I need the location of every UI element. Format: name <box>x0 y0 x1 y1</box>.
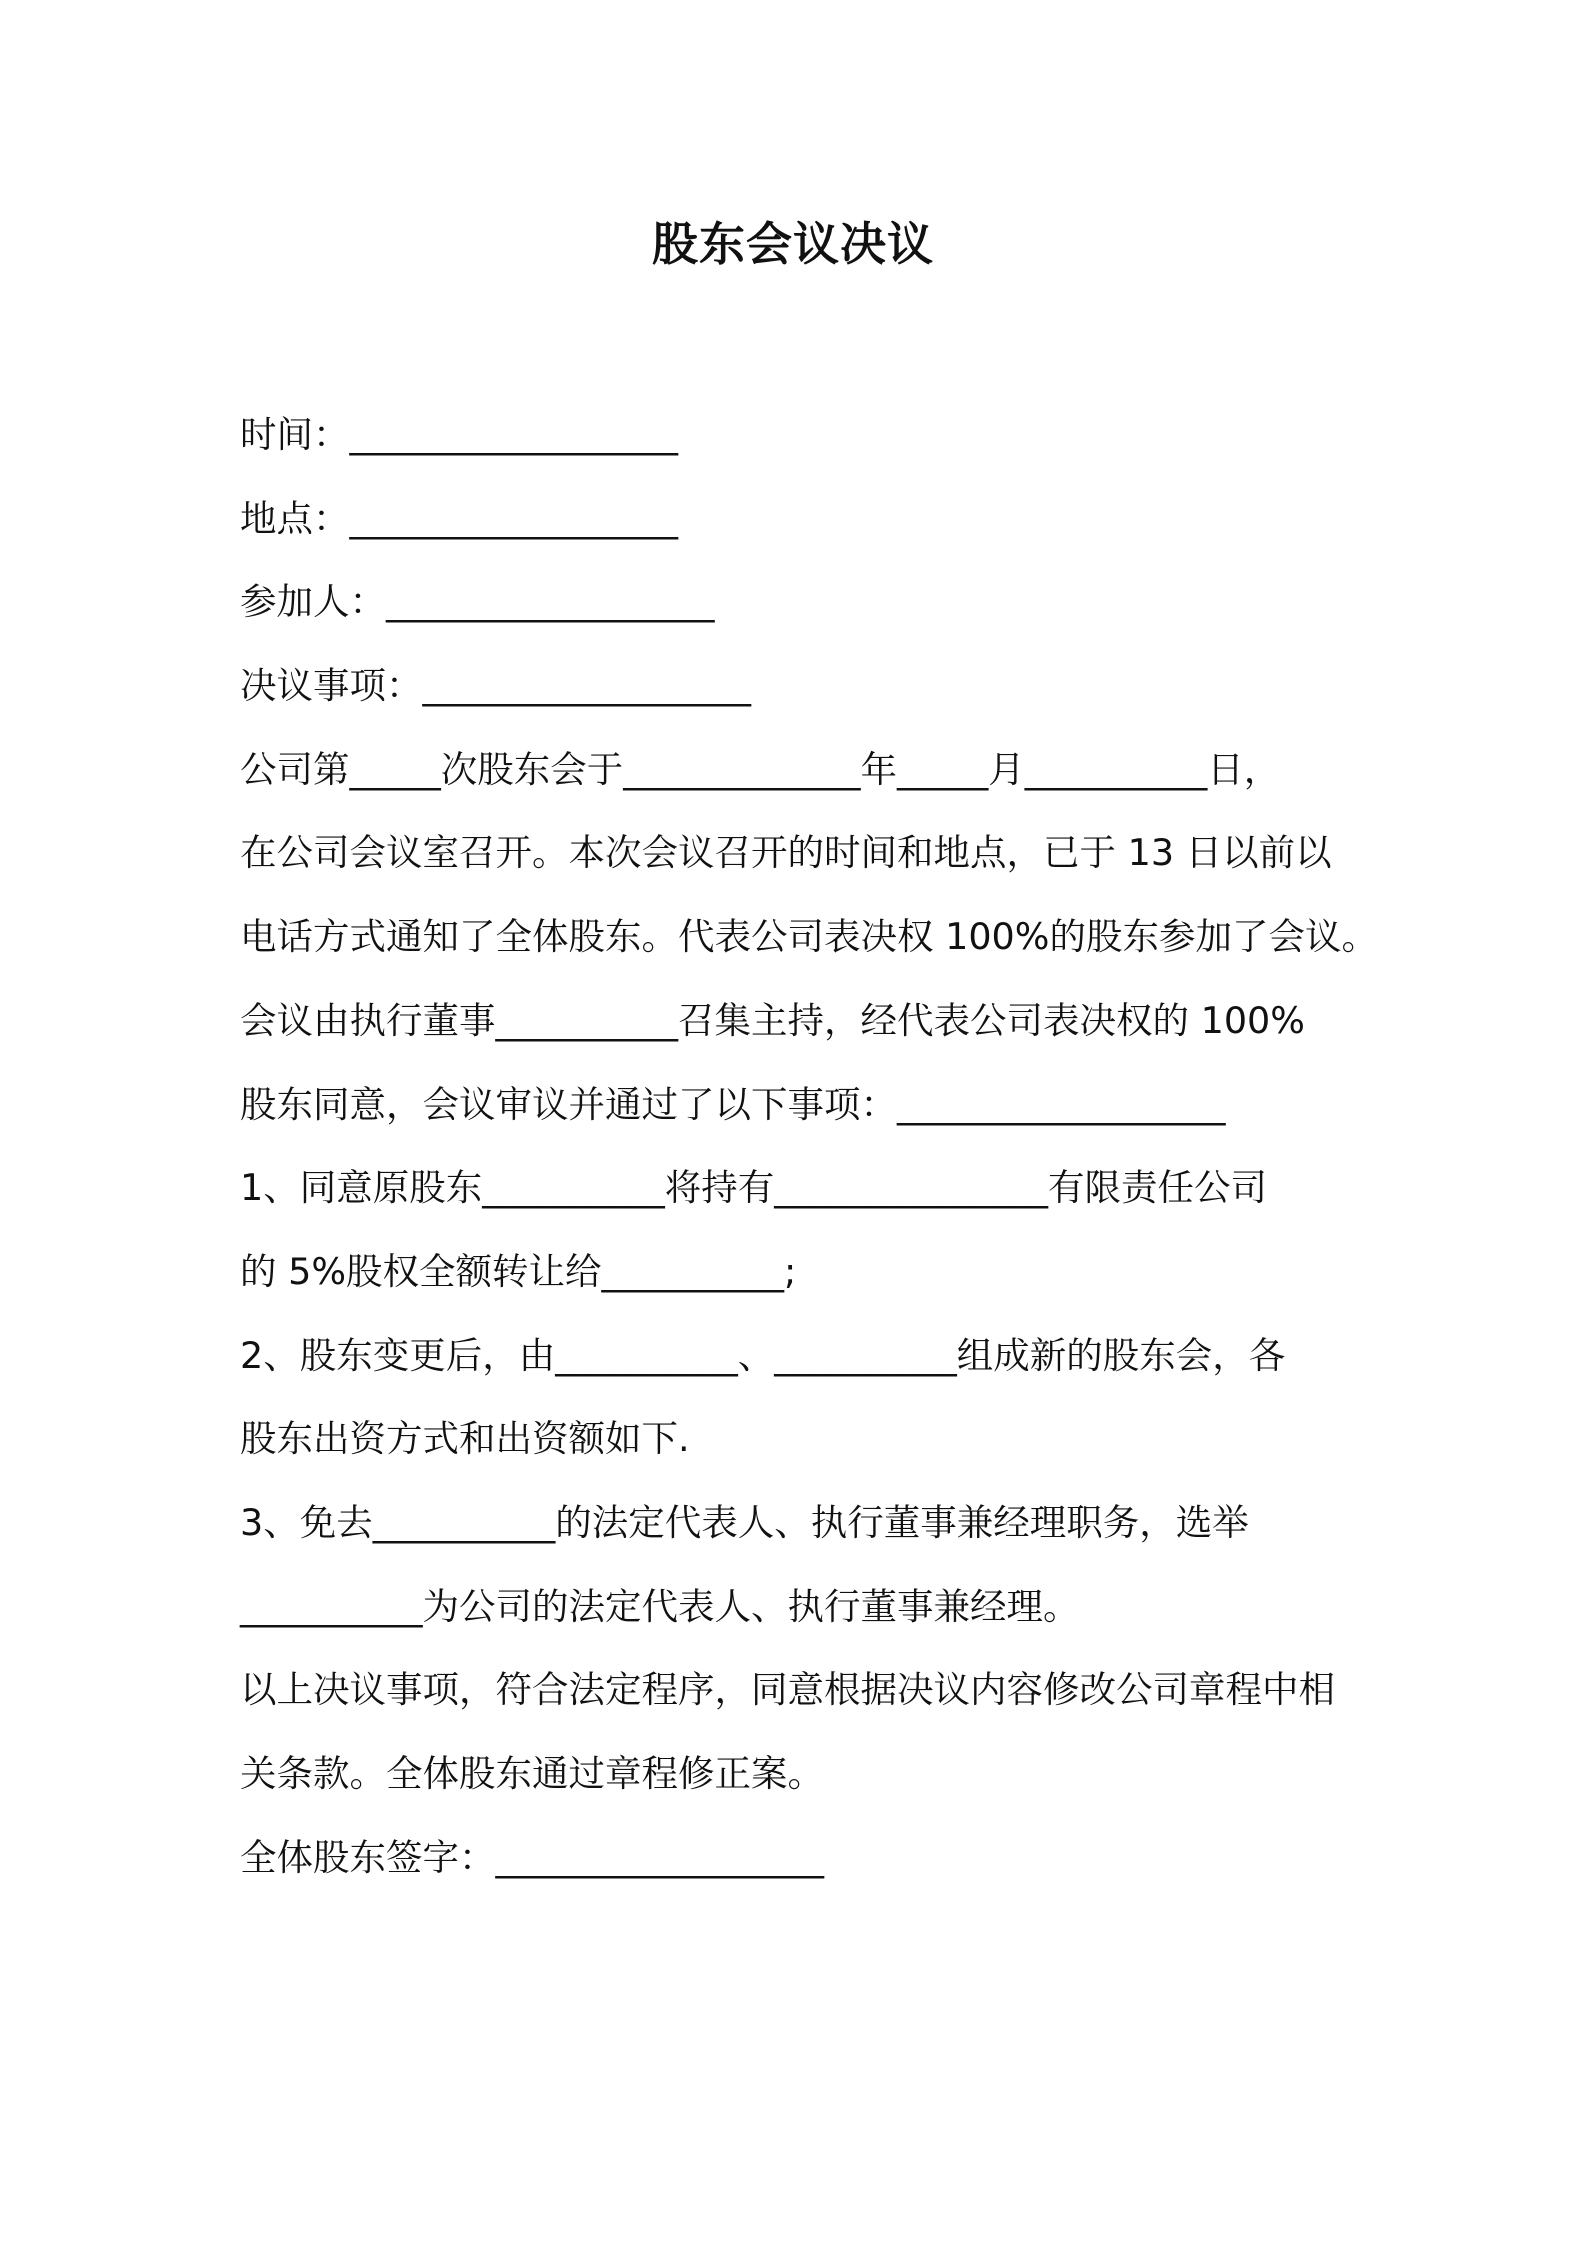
paragraph-line: 股东同意，会议审议并通过了以下事项：__________________ <box>240 1082 1226 1126</box>
resolution-item-1-line: 1、同意原股东__________将持有_______________有限责任公司 <box>240 1166 1267 1210</box>
paragraph-line: 公司第_____次股东会于_____________年_____月__________日， <box>240 747 1281 791</box>
resolution-item-3-line: __________为公司的法定代表人、执行董事兼经理。 <box>240 1584 1080 1628</box>
paragraph-line: 在公司会议室召开。本次会议召开的时间和地点，已于 13 日以前以 <box>240 831 1332 875</box>
attendees-field-line: 参加人：__________________ <box>240 580 715 624</box>
time-field-line: 时间：__________________ <box>240 413 678 456</box>
location-field-line: 地点：__________________ <box>240 496 678 540</box>
resolution-item-2-line: 2、股东变更后，由__________、__________组成新的股东会，各 <box>240 1333 1286 1377</box>
resolution-item-2-line: 股东出资方式和出资额如下. <box>240 1417 690 1461</box>
closing-paragraph-line: 关条款。全体股东通过章程修正案。 <box>240 1752 824 1795</box>
resolution-item-1-line: 的 5%股权全额转让给__________; <box>240 1249 797 1293</box>
paragraph-line: 会议由执行董事__________召集主持，经代表公司表决权的 100% <box>240 998 1305 1042</box>
signature-field-line: 全体股东签字：__________________ <box>240 1835 824 1879</box>
paragraph-line: 电话方式通知了全体股东。代表公司表决权 100%的股东参加了会议。 <box>240 915 1378 959</box>
resolution-item-3-line: 3、免去__________的法定代表人、执行董事兼经理职务，选举 <box>240 1500 1249 1544</box>
document-title: 股东会议决议 <box>652 217 934 271</box>
closing-paragraph-line: 以上决议事项，符合法定程序，同意根据决议内容修改公司章程中相 <box>240 1668 1335 1712</box>
resolution-items-field-line: 决议事项：__________________ <box>240 664 751 708</box>
document-body <box>240 405 1400 1911</box>
